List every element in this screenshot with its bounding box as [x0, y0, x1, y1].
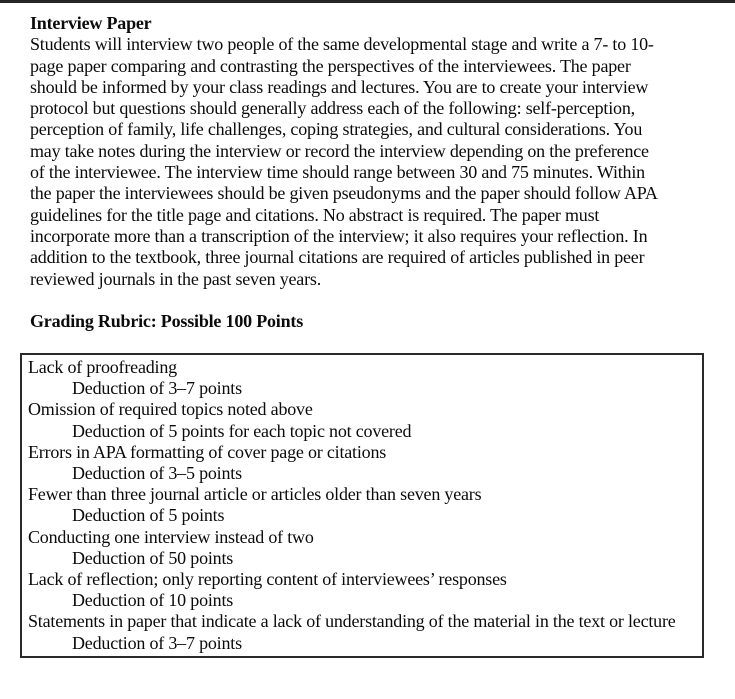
grading-rubric-box — [20, 353, 704, 658]
paragraph-line: should be informed by your class readings and lectures. You are to create your interview — [30, 76, 649, 97]
rubric-deduction: Deduction of 5 points for each topic not covered — [72, 420, 412, 441]
rubric-item — [28, 442, 700, 484]
paper-title: Interview Paper — [30, 13, 152, 33]
paragraph-line: guidelines for the title page and citations. No abstract is required. The paper must — [30, 204, 600, 225]
rubric-criterion: Errors in APA formatting of cover page or citations — [28, 441, 387, 462]
rubric-deduction: Deduction of 50 points — [72, 547, 234, 568]
paragraph-line: perception of family, life challenges, coping strategies, and cultural considerations. You — [30, 119, 643, 140]
rubric-deduction: Deduction of 5 points — [72, 505, 225, 526]
rubric-item — [28, 484, 700, 526]
rubric-criterion: Omission of required topics noted above — [28, 399, 313, 420]
paragraph-line: incorporate more than a transcription of the interview; it also requires your reflection. In — [30, 225, 648, 246]
paragraph-line: Students will interview two people of the same developmental stage and write a 7- to 10- — [30, 34, 654, 55]
rubric-criterion: Lack of reflection; only reporting content of interviewees’ responses — [28, 569, 507, 590]
paragraph-line: of the interviewee. The interview time should range between 30 and 75 minutes. Within — [30, 162, 645, 183]
rubric-deduction: Deduction of 3–7 points — [72, 378, 242, 399]
assignment-paragraph — [30, 34, 730, 290]
paragraph-line: the paper the interviewees should be given pseudonyms and the paper should follow APA — [30, 183, 658, 204]
paragraph-line: reviewed journals in the past seven years. — [30, 268, 321, 289]
top-horizontal-rule — [0, 0, 735, 3]
rubric-deduction: Deduction of 10 points — [72, 590, 234, 611]
rubric-deduction: Deduction of 3–5 points — [72, 463, 242, 484]
rubric-criterion: Lack of proofreading — [28, 357, 177, 377]
rubric-criterion: Conducting one interview instead of two — [28, 526, 314, 547]
rubric-item — [28, 399, 700, 441]
paragraph-line: page paper comparing and contrasting the perspectives of the interviewees. The paper — [30, 55, 631, 76]
rubric-item — [28, 569, 700, 611]
rubric-item — [28, 611, 700, 653]
rubric-criterion: Fewer than three journal article or articles older than seven years — [28, 484, 482, 505]
rubric-item — [28, 357, 700, 399]
rubric-deduction: Deduction of 3–7 points — [72, 632, 242, 653]
paragraph-line: protocol but questions should generally address each of the following: self-perception, — [30, 98, 635, 119]
paragraph-line: addition to the textbook, three journal citations are required of articles published in peer — [30, 247, 645, 268]
rubric-heading: Grading Rubric: Possible 100 Points — [30, 310, 304, 331]
rubric-item — [28, 527, 700, 569]
assignment-section — [30, 13, 730, 332]
rubric-criterion: Statements in paper that indicate a lack of understanding of the material in the text or lecture — [28, 611, 676, 632]
paragraph-line: may take notes during the interview or record the interview depending on the preference — [30, 140, 649, 161]
